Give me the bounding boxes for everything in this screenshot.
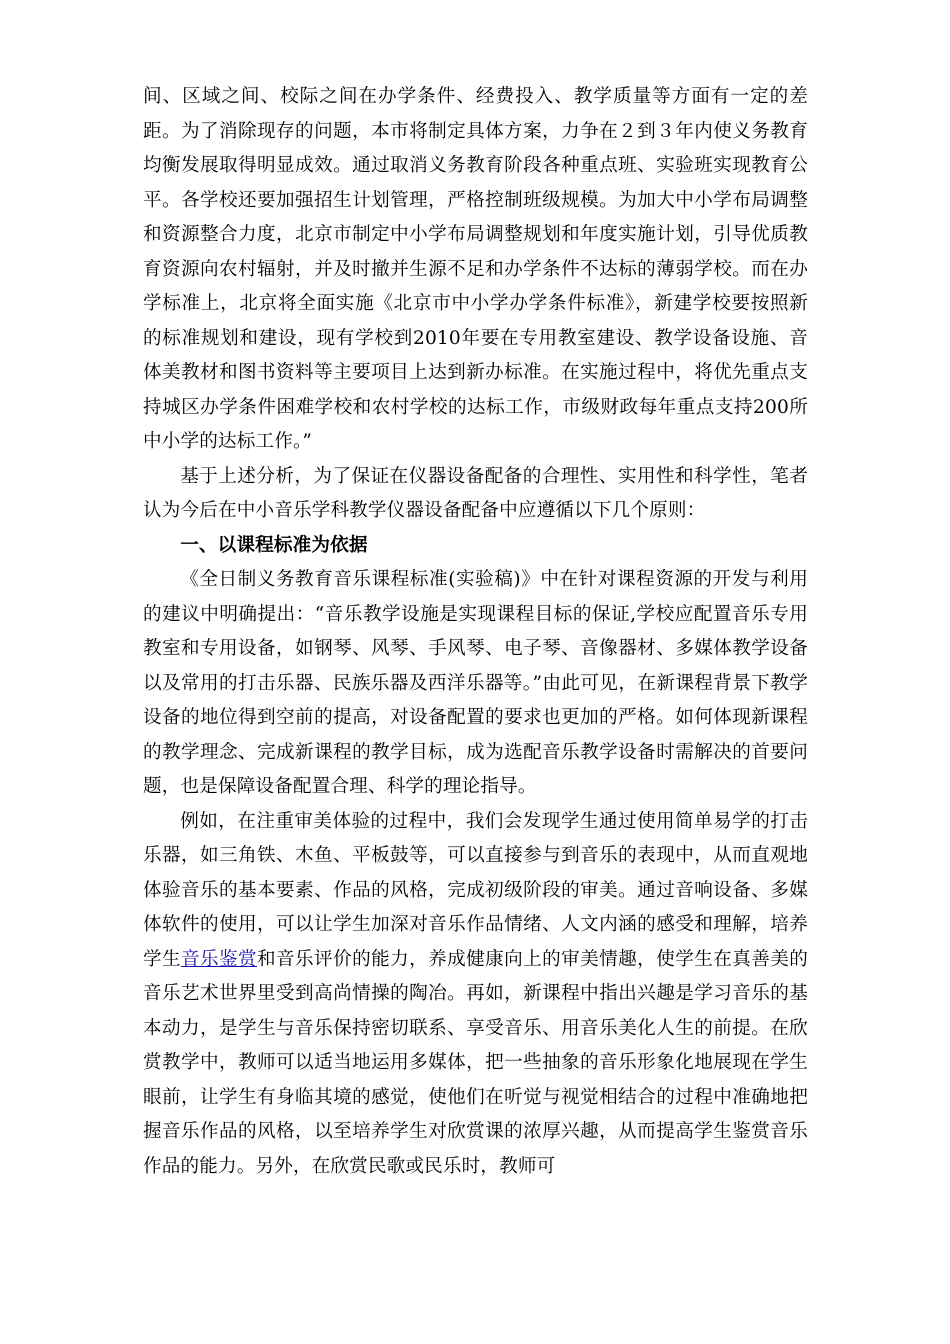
paragraph-example-text-before: 例如，在注重审美体验的过程中，我们会发现学生通过使用简单易学的打击乐器，如三角铁、木鱼、平板鼓等，可以直接参与到音乐的表现中，从而直观地体验音乐的基本要素、作品的风格，完成初级阶段的审美。通过音响设备、多媒体软件的使用，可以让学生加深对音乐作品情绪、人文内涵的感受和理解，培养学生 [143,810,808,970]
paragraph-principles-intro: 基于上述分析，为了保证在仪器设备配备的合理性、实用性和科学性，笔者认为今后在中小音乐学科教学仪器设备配备中应遵循以下几个原则： [143,465,808,521]
section-heading: 一、以课程标准为依据 [180,534,368,556]
music-appreciation-link[interactable]: 音乐鉴赏 [181,948,258,970]
paragraph-example-text-after: 和音乐评价的能力，养成健康向上的审美情趣，使学生在真善美的音乐艺术世界里受到高尚情操的陶冶。再如，新课程中指出兴趣是学习音乐的基本动力，是学生与音乐保持密切联系、享受音乐、用音乐美化人生的前提。在欣赏教学中，教师可以适当地运用多媒体，把一些抽象的音乐形象化地展现在学生眼前，让学生有身临其境的感觉，使他们在听觉与视觉相结合的过程中准确地把握音乐作品的风格，以至培养学生对欣赏课的浓厚兴趣，从而提高学生鉴赏音乐作品的能力。另外，在欣赏民歌或民乐时，教师可 [143,948,808,1177]
paragraph-continuation: 间、区域之间、校际之间在办学条件、经费投入、教学质量等方面有一定的差距。为了消除现存的问题，本市将制定具体方案，力争在２到３年内使义务教育均衡发展取得明显成效。通过取消义务教育阶段各种重点班、实验班实现教育公平。各学校还要加强招生计划管理，严格控制班级规模。为加大中小学布局调整和资源整合力度，北京市制定中小学布局调整规划和年度实施计划，引导优质教育资源向农村辐射，并及时撤并生源不足和办学条件不达标的薄弱学校。而在办学标准上，北京将全面实施《北京市中小学办学条件标准》，新建学校要按照新的标准规划和建设，现有学校到2010年要在专用教室建设、教学设备设施、音体美教材和图书资料等主要项目上达到新办标准。在实施过程中，将优先重点支持城区办学条件困难学校和农村学校的达标工作，市级财政每年重点支持200所中小学的达标工作。” [143,86,808,452]
paragraph-curriculum-standard: 《全日制义务教育音乐课程标准(实验稿)》中在针对课程资源的开发与利用的建议中明确提出：“音乐教学设施是实现课程目标的保证,学校应配置音乐专用教室和专用设备，如钢琴、风琴、手风琴、电子琴、音像器材、多媒体教学设备以及常用的打击乐器、民族乐器及西洋乐器等。”由此可见，在新课程背景下教学设备的地位得到空前的提高，对设备配置的要求也更加的严格。如何体现新课程的教学理念、完成新课程的教学目标，成为选配音乐教学设备时需解决的首要问题，也是保障设备配置合理、科学的理论指导。 [143,569,808,797]
document-body [143,80,808,1184]
paragraph-example [143,805,808,1185]
